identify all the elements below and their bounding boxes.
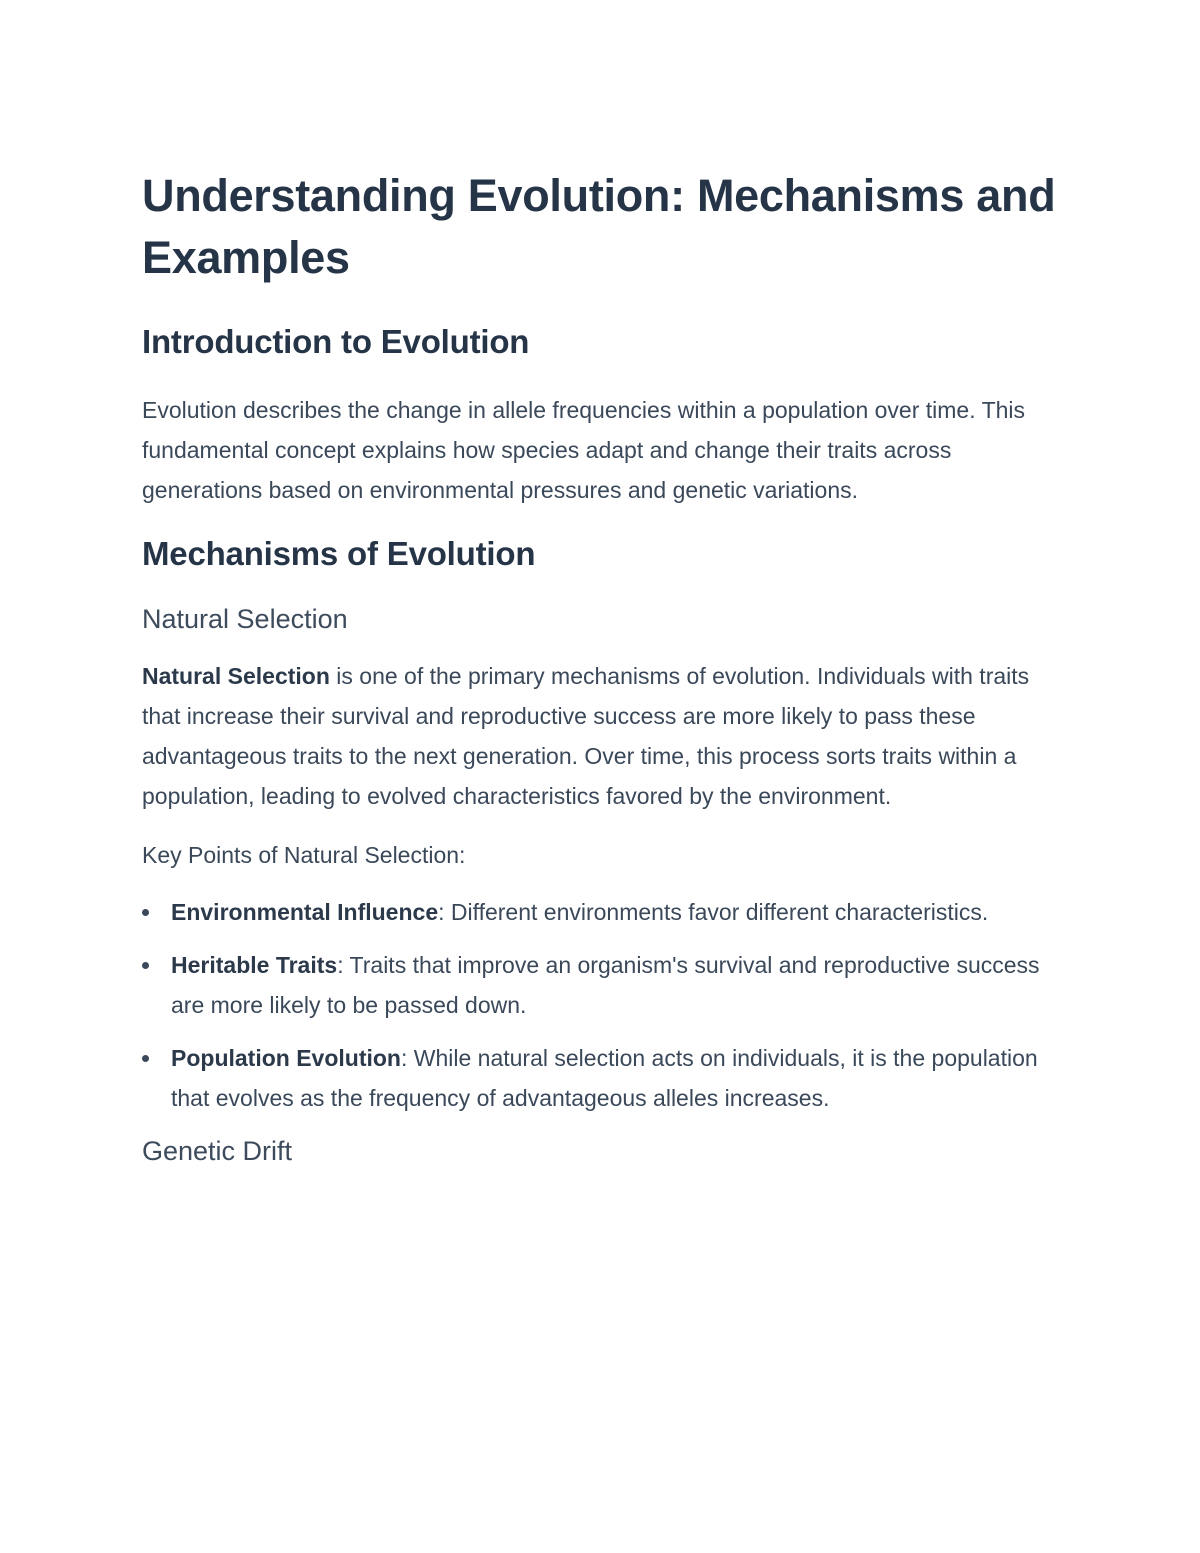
mechanisms-section — [142, 534, 1072, 1168]
natural-selection-paragraph — [142, 656, 1072, 816]
list-item — [142, 945, 1072, 1025]
intro-heading: Introduction to Evolution — [142, 323, 530, 360]
natural-selection-heading: Natural Selection — [142, 604, 348, 634]
list-item-term: Population Evolution — [171, 1045, 401, 1071]
key-points-list — [142, 892, 1072, 1118]
list-item — [142, 892, 1072, 932]
bullet-icon — [142, 909, 149, 916]
bullet-icon — [142, 1055, 149, 1062]
intro-paragraph: Evolution describes the change in allele frequencies within a population over time. This fundamental concept explains how species adapt and change their traits across generations based on environmental pressures and genetic variations. — [142, 397, 1026, 503]
list-item-text: : Different environments favor different characteristics. — [438, 899, 989, 925]
bullet-icon — [142, 962, 149, 969]
document-page — [142, 165, 1072, 1188]
document-title: Understanding Evolution: Mechanisms and Examples — [142, 170, 1056, 283]
list-item-term: Heritable Traits — [171, 952, 338, 978]
genetic-drift-heading: Genetic Drift — [142, 1136, 293, 1166]
intro-section — [142, 322, 1072, 510]
list-item-text: : While natural selection acts on individuals, it is the population that evolves as the frequency of advantageous alleles increases. — [171, 1045, 1038, 1111]
natural-selection-term: Natural Selection — [142, 663, 330, 689]
mechanisms-heading: Mechanisms of Evolution — [142, 535, 536, 572]
natural-selection-text: is one of the primary mechanisms of evolution. Individuals with traits that increase their survival and reproductive success are more likely to pass these advantageous traits to the next generation. Over time, this process sorts traits within a population, leading to evolved characteristics favored by the environment. — [142, 663, 1030, 809]
list-item-text: : Traits that improve an organism's survival and reproductive success are more likely to be passed down. — [171, 952, 1040, 1018]
key-points-label: Key Points of Natural Selection: — [142, 842, 466, 868]
list-item-term: Environmental Influence — [171, 899, 439, 925]
list-item — [142, 1038, 1072, 1118]
